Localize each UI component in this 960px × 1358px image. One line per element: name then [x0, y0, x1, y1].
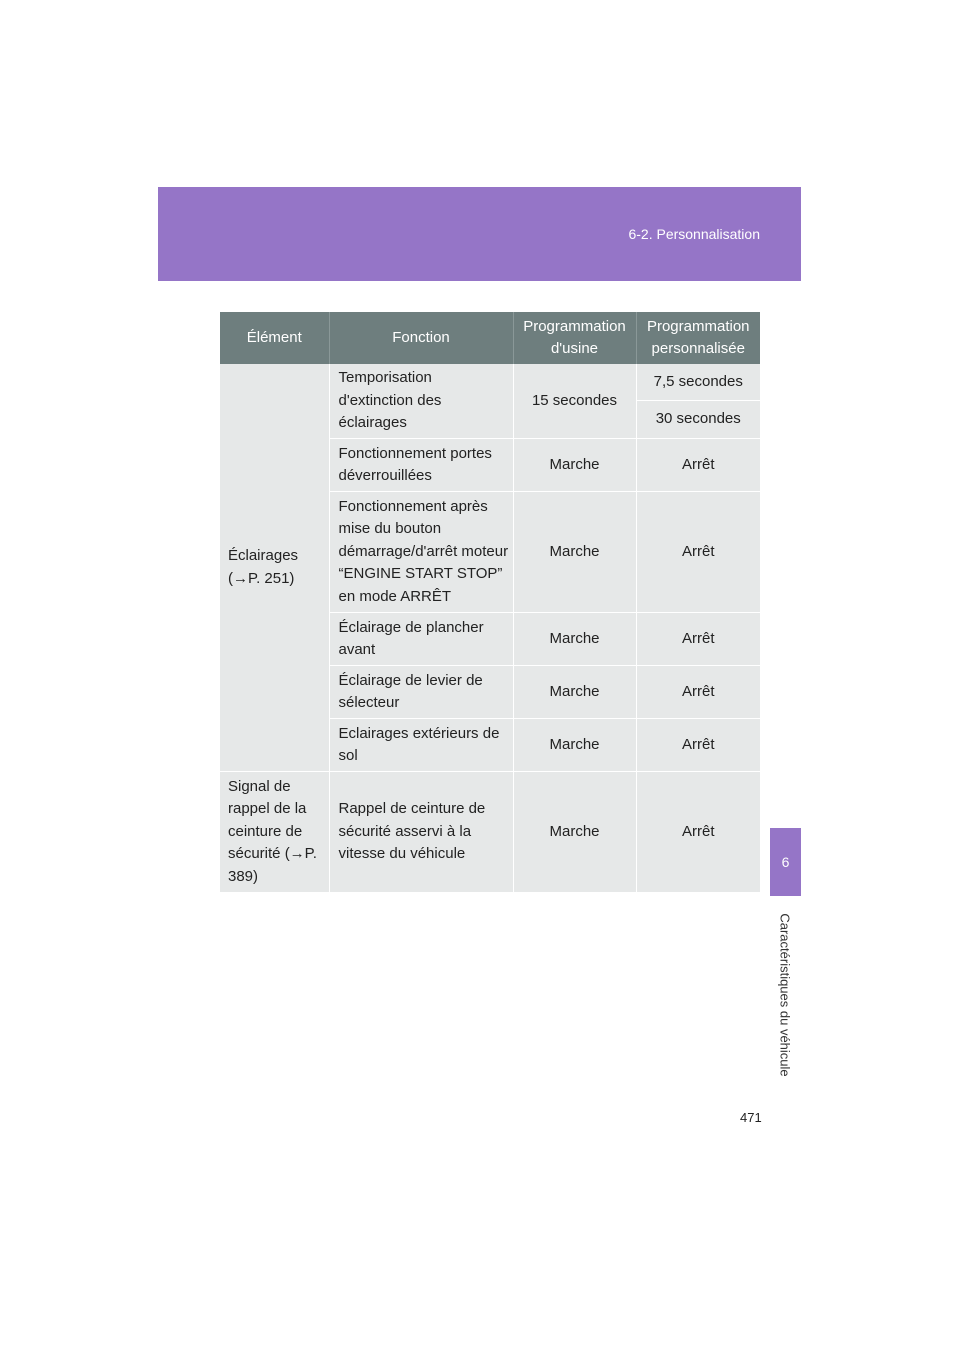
customization-table: [220, 312, 760, 893]
factory-cell: Marche: [513, 719, 636, 772]
factory-cell: Marche: [513, 666, 636, 719]
section-header-band: [158, 187, 801, 281]
column-header-element: Élément: [220, 312, 329, 364]
custom-cell: Arrêt: [636, 666, 760, 719]
factory-cell: Marche: [513, 772, 636, 893]
chapter-tab: [770, 828, 801, 896]
page-number: 471: [740, 1110, 762, 1125]
custom-cell: Arrêt: [636, 492, 760, 613]
element-cell: Éclairages (→P. 251): [220, 364, 329, 772]
factory-cell: 15 secondes: [513, 364, 636, 439]
custom-cell: Arrêt: [636, 613, 760, 666]
function-cell: Fonctionnement après mise du bouton démarrage/d'arrêt moteur “ENGINE START STOP” en mode ARRÊT: [329, 492, 513, 613]
custom-cell: Arrêt: [636, 719, 760, 772]
function-cell: Rappel de ceinture de sécurité asservi à la vitesse du véhicule: [329, 772, 513, 893]
table-row: [220, 364, 760, 401]
custom-cell: Arrêt: [636, 772, 760, 893]
function-cell: Fonctionnement portes déverrouillées: [329, 439, 513, 492]
factory-cell: Marche: [513, 439, 636, 492]
column-header-function: Fonction: [329, 312, 513, 364]
element-cell: Signal de rappel de la ceinture de sécurité (→P. 389): [220, 772, 329, 893]
custom-cell: Arrêt: [636, 439, 760, 492]
custom-cell: 7,5 secondes: [636, 364, 760, 401]
chapter-label: Caractéristiques du véhicule: [777, 913, 793, 1077]
table-header-row: [220, 312, 760, 364]
chapter-number: 6: [781, 854, 790, 870]
function-cell: Éclairage de levier de sélecteur: [329, 666, 513, 719]
column-header-factory: Programmation d'usine: [513, 312, 636, 364]
factory-cell: Marche: [513, 492, 636, 613]
factory-cell: Marche: [513, 613, 636, 666]
custom-cell: 30 secondes: [636, 401, 760, 439]
table-row: [220, 772, 760, 893]
section-title: 6-2. Personnalisation: [628, 226, 760, 242]
function-cell: Eclairages extérieurs de sol: [329, 719, 513, 772]
function-cell: Temporisation d'extinction des éclairages: [329, 364, 513, 439]
function-cell: Éclairage de plancher avant: [329, 613, 513, 666]
column-header-custom: Programmation personnalisée: [636, 312, 760, 364]
